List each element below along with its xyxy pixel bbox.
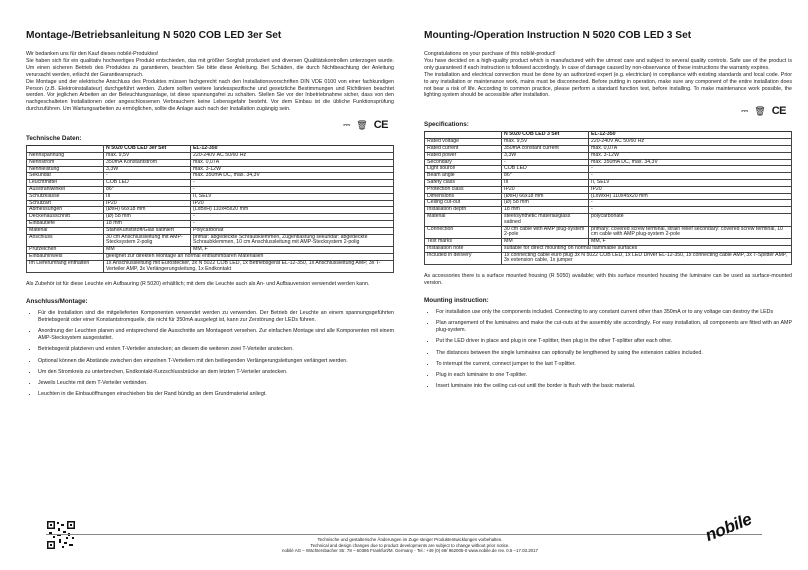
table-value-cell: (Ø) 58 mm bbox=[104, 214, 191, 221]
table-row bbox=[27, 207, 394, 214]
table-key-cell: Light source bbox=[425, 166, 502, 173]
german-column bbox=[26, 14, 394, 402]
table-key-cell: Schutzart bbox=[27, 200, 104, 207]
table-value-cell: - bbox=[589, 200, 792, 207]
table-value-cell: geeignet zur direkten Montage an normal entflammbaren Materialien bbox=[104, 253, 394, 260]
footer-divider bbox=[46, 534, 762, 535]
list-item: • Plug in each luminaire to one T-splitter. bbox=[436, 372, 792, 379]
table-value-cell: 220-240V AC 50/60 Hz bbox=[191, 152, 394, 159]
table-value-cell: 30 cm cable with AMP plug-system 2-pole bbox=[502, 226, 589, 239]
crossed-bin-icon: 🗑 bbox=[754, 106, 766, 117]
table-key-cell: Rated voltage bbox=[425, 139, 502, 146]
table-row bbox=[425, 166, 792, 173]
table-key-cell: Test marks bbox=[425, 239, 502, 246]
list-item: • The distances between the single luminaires can optionally be lengthened by using the extension cables included. bbox=[436, 350, 792, 357]
table-value-cell: 3,3W bbox=[104, 166, 191, 173]
table-header-cell: N 5020 COB LED 3 Set bbox=[502, 132, 589, 139]
table-key-cell: Anschluss bbox=[27, 234, 104, 247]
list-item: • Betriebsgerät platzieren und ersten T-Verteiler anstecken; an diesem die weiteren zwei T-Verteiler anstecken. bbox=[38, 346, 394, 353]
table-value-cell: max. 0,07A bbox=[589, 145, 792, 152]
table-header-cell: EL-12-350 bbox=[589, 132, 792, 139]
symbols-de bbox=[26, 117, 388, 133]
table-row bbox=[425, 213, 792, 226]
qr-code bbox=[46, 520, 76, 550]
accessory-note-en: As accessories there is a surface mounted housing (R 5050) available; with this surface mounted housing the luminaire can be used as surface-mounted version. bbox=[424, 273, 792, 287]
table-value-cell: steel/synthetic material/glass satined bbox=[502, 213, 589, 226]
list-item: • Leuchten in die Einbauöffnungen einschieben bis der Rand bündig an dem Grundmaterial anliegt. bbox=[38, 391, 394, 398]
crossed-bin-icon: 🗑 bbox=[356, 120, 368, 131]
table-key-cell: Leuchtmittel bbox=[27, 180, 104, 187]
plug-symbol-icon: ⎓ bbox=[741, 106, 749, 117]
table-value-cell: II, SELV bbox=[191, 193, 394, 200]
table-row bbox=[27, 260, 394, 273]
footer-line-3: nobilé AG – Wächtersbacher Str. 78 – 60386 Frankfurt/M. Germany - Tel.: +49 (0) 69/ 962005-0 www.nobile.de rev. 0.5 –17.03.2017 bbox=[282, 548, 538, 553]
table-value-cell: 1x connecting cable euro plug 3x N 5022 COB LED, 1x LED Driver EL-12-350, 1x connecting cable AMP, 3x T-Splitter AMP, 3x extension cable, 1x jumper bbox=[502, 252, 792, 265]
mounting-steps-de bbox=[26, 310, 394, 398]
table-row bbox=[425, 193, 792, 200]
table-value-cell: (ØxH) 66x18 mm bbox=[502, 193, 589, 200]
table-value-cell: 86° bbox=[104, 186, 191, 193]
table-header-cell: EL-12-350 bbox=[191, 146, 394, 153]
table-row bbox=[27, 227, 394, 234]
list-item: • Für die Installation sind die mitgelieferten Komponenten verwendet werden zu verwenden. Der Betrieb der Leuchte an einem spannungsgeführten Betriebsgerät oder einer Konstantstromquelle, die nicht für 350mA ausgelegt ist, kann zur Zerstörung der LEDs führen. bbox=[38, 310, 394, 324]
table-key-cell: Ausstrahlwinkel bbox=[27, 186, 104, 193]
table-value-cell: - bbox=[589, 207, 792, 214]
table-key-cell: Secondary bbox=[425, 159, 502, 166]
table-value-cell: COB LED bbox=[104, 180, 191, 187]
table-key-cell: Included in delivery bbox=[425, 252, 502, 265]
table-key-cell: Installation depth bbox=[425, 207, 502, 214]
symbols-en bbox=[424, 103, 786, 119]
table-value-cell: - bbox=[589, 173, 792, 180]
table-key-cell: Material bbox=[27, 227, 104, 234]
table-value-cell: - bbox=[502, 159, 589, 166]
table-key-cell: Deckenausschnitt bbox=[27, 214, 104, 221]
list-item: • Put the LED driver in place and plug in one T-splitter, then plug in the other T-splitter after each other. bbox=[436, 338, 792, 345]
table-key-cell: Sekundär bbox=[27, 173, 104, 180]
table-value-cell: IP20 bbox=[589, 186, 792, 193]
table-value-cell: III bbox=[104, 193, 191, 200]
table-value-cell: max. 0,07A bbox=[191, 159, 394, 166]
table-key-cell: Schutzklasse bbox=[27, 193, 104, 200]
list-item: • To interrupt the current, connect jumper to the last T-splitter. bbox=[436, 361, 792, 368]
intro-en-1: Congratulations on your purchase of this nobilé-product! bbox=[424, 51, 556, 57]
plug-symbol-icon: ⎓ bbox=[343, 120, 351, 131]
table-key-cell: Dimensions bbox=[425, 193, 502, 200]
list-item: • Anordnung der Leuchten planen und entsprechend die Ausschnitte am Montageort versehen. Zur einfachen Montage sind alle Komponenten mit einem AMP-Stecksystem ausgestattet. bbox=[38, 328, 394, 342]
table-key-cell: Safety class bbox=[425, 179, 502, 186]
accessory-note-de: Als Zubehör ist für diese Leuchte ein Aufbauring (R 5020) erhältlich; mit dem die Leuchte auch als An- und Aufbauversion verwendet werden kann. bbox=[26, 281, 370, 288]
table-key-cell: Einbauhinweis bbox=[27, 253, 104, 260]
table-value-cell: (LxWxH) 110x45x20 mm bbox=[589, 193, 792, 200]
table-value-cell: suitable for direct mounting on normal flammable surfaces bbox=[502, 245, 792, 252]
table-row bbox=[425, 186, 792, 193]
table-value-cell: III bbox=[502, 179, 589, 186]
spec-table-en bbox=[424, 131, 792, 265]
page-title-en: Mounting-/Operation Instruction N 5020 COB LED 3 Set bbox=[424, 30, 692, 41]
table-value-cell: Polycarbonat bbox=[191, 227, 394, 234]
footer-line-1: Technische und gestalterische Änderungen im Zuge steiger Produktentwicklungen vorbehalten. bbox=[317, 537, 503, 542]
table-row bbox=[425, 200, 792, 207]
table-key-cell: Installation note bbox=[425, 245, 502, 252]
table-key-cell: Rated current bbox=[425, 145, 502, 152]
table-row bbox=[27, 180, 394, 187]
table-key-cell: Nennspannung bbox=[27, 152, 104, 159]
table-value-cell: 220-240V AC 50/60 Hz bbox=[589, 139, 792, 146]
table-value-cell: - bbox=[191, 180, 394, 187]
table-value-cell: primär: abgedeckte Schraubklemmen, Zugentlastung sekundär: abgedeckte Schraubklemmen, 10 cm Anschlussleitung mit AMP-Stecksystem 2-polig bbox=[191, 234, 394, 247]
table-row bbox=[425, 152, 792, 159]
table-value-cell: IP20 bbox=[191, 200, 394, 207]
list-item: • For installation use only the components included. Connecting to any constant current other than 350mA or to any voltage can destroy the LEDs bbox=[436, 309, 792, 316]
table-key-cell: Nennleistung bbox=[27, 166, 104, 173]
table-value-cell: (ØxH) 66x18 mm bbox=[104, 207, 191, 214]
list-item: • Plan arrangement of the luminaires and make the cut-outs at the assembly site accordingly. For easy installation, all components are fitted with an AMP plug-system. bbox=[436, 320, 792, 334]
table-key-cell: Connection bbox=[425, 226, 502, 239]
table-value-cell: - bbox=[589, 166, 792, 173]
table-row bbox=[27, 234, 394, 247]
ce-mark: CE bbox=[373, 119, 388, 132]
intro-de-2: Sie haben sich für ein qualitativ hochwertiges Produkt entschieden, das mit größter Sorgfalt produziert und diversen Qualitätskontrollen unterzogen wurde. Um einen sicheren Betrieb des Produktes zu garantieren, beachten Sie bitte diese Anleitung. Bei Schäden, die durch Nichtbeachtung der Anleitung verursacht werden, erlischt der Garantieanspruch. bbox=[26, 57, 394, 78]
specs-heading-de: Technische Daten: bbox=[26, 135, 82, 143]
table-value-cell: MM, F bbox=[589, 239, 792, 246]
table-value-cell: - bbox=[191, 214, 394, 221]
table-value-cell: MM, F bbox=[191, 247, 394, 254]
table-key-cell: Im Lieferumfang enthalten bbox=[27, 260, 104, 273]
mounting-heading-de: Anschluss/Montage: bbox=[26, 298, 88, 306]
table-row bbox=[27, 173, 394, 180]
table-row bbox=[425, 252, 792, 265]
table-key-cell: Protection class bbox=[425, 186, 502, 193]
table-value-cell: - bbox=[191, 220, 394, 227]
english-column bbox=[424, 14, 792, 394]
mounting-heading-en: Mounting instruction: bbox=[424, 297, 489, 305]
table-value-cell: 1x Anschlussleitung mit Eurostecker, 3x N 5022 COB LED, 1x Betriebsgerät EL-12-350, 1x Anschlussleitung AMP, 3x T-Verteiler AMP, 3x Verlängerungsleitung, 1x Endkontakt bbox=[104, 260, 394, 273]
table-value-cell: 18 mm bbox=[502, 207, 589, 214]
table-row bbox=[425, 226, 792, 239]
table-value-cell: (Ø) 58 mm bbox=[502, 200, 589, 207]
table-value-cell: polycarbonate bbox=[589, 213, 792, 226]
table-value-cell: - bbox=[104, 173, 191, 180]
table-value-cell: 350mA constant current bbox=[502, 145, 589, 152]
table-key-cell: Prüfzeichen bbox=[27, 247, 104, 254]
table-value-cell: max. 9,5V bbox=[104, 152, 191, 159]
table-value-cell: MM bbox=[502, 239, 589, 246]
page-title-de: Montage-/Betriebsanleitung N 5020 COB LED 3er Set bbox=[26, 30, 282, 41]
table-key-cell: Nennstrom bbox=[27, 159, 104, 166]
list-item: • Insert luminaire into the ceiling cut-out until the border is flush with the basic material. bbox=[436, 383, 792, 390]
table-row bbox=[27, 214, 394, 221]
intro-en-3: The installation and electrical connection must be done by an authorized expert (e.g. electrician) in compliance with existing standards and local code. Prior to any installation or maintenance work, mains must be disconnected. Before putting in operation, make sure any component of the entire installation does not bear a risk of life. According to common practice, please perform a standard function test, before installing. To make maintenance work possible, the lighting system should be accessible after installation. bbox=[424, 71, 792, 99]
table-value-cell: max. 9,5V bbox=[502, 139, 589, 146]
table-value-cell: IP20 bbox=[502, 186, 589, 193]
table-header-cell: N 5020 COB LED 3er Set bbox=[104, 146, 191, 153]
table-value-cell: - bbox=[191, 186, 394, 193]
table-key-cell: Abmessungen bbox=[27, 207, 104, 214]
ce-mark: CE bbox=[771, 105, 786, 118]
table-key-cell: Ceiling cut-out bbox=[425, 200, 502, 207]
specs-heading-en: Specifications: bbox=[424, 121, 469, 129]
table-value-cell: 30 cm Anschlussleitung mit AMP-Stecksystem 2-polig bbox=[104, 234, 191, 247]
table-row bbox=[425, 179, 792, 186]
table-value-cell: MM bbox=[104, 247, 191, 254]
table-key-cell: Einbautiefe bbox=[27, 220, 104, 227]
table-value-cell: max. 3-12W bbox=[589, 152, 792, 159]
table-row bbox=[425, 159, 792, 166]
table-value-cell: II, SELV bbox=[589, 179, 792, 186]
table-value-cell: max. 350mA DC, max. 34,3V bbox=[191, 173, 394, 180]
table-value-cell: IP20 bbox=[104, 200, 191, 207]
table-value-cell: max. 3-12W bbox=[191, 166, 394, 173]
table-key-cell: Rated power bbox=[425, 152, 502, 159]
spec-table-de bbox=[26, 145, 394, 273]
table-key-cell: Beam angle bbox=[425, 173, 502, 180]
list-item: • Optional können die Abstände zwischen den einzelnen T-Verteilern mit den beiliegenden Verlängerungsleitungen verlängert werden. bbox=[38, 358, 394, 365]
footer-line-2: Technical and design changes due to product developments are subject to change without prior notice. bbox=[310, 542, 510, 548]
table-value-cell: Stahl/Kunststoff/Glas satiniert bbox=[104, 227, 191, 234]
table-value-cell: 3,3W bbox=[502, 152, 589, 159]
mounting-steps-en bbox=[424, 309, 792, 390]
table-value-cell: COB LED bbox=[502, 166, 589, 173]
footer-text bbox=[150, 537, 670, 554]
table-row bbox=[27, 193, 394, 200]
list-item: • Jeweils Leuchte mit dem T-Verteiler verbinden. bbox=[38, 380, 394, 387]
table-value-cell: primary: covered screw terminal, strain relief secondary: covered screw terminal, 10 cm cable with AMP plug-system 2-pole bbox=[589, 226, 792, 239]
table-value-cell: 18 mm bbox=[104, 220, 191, 227]
intro-en-2: You have decided on a high-quality product which is manufactured with the utmost care and subject to several quality controls. Safe use of the product is only guaranteed if each instruction is followed accordingly. In case of damage caused by non-observance of these instructions the warranty expires. bbox=[424, 57, 792, 71]
table-value-cell: max. 350mA DC, max. 34,3V bbox=[589, 159, 792, 166]
intro-de-3: Die Montage und der elektrische Anschluss des Produktes müssen fachgerecht nach den Installationsvorschriften DIN VDE 0100 von einer fachkundigen Person (z.B. Elektroinstallateur) durchgeführt werden. Zudem sollten weitere landesspezifische und gesetzliche Bestimmungen und Richtlinien beachtet werden. Vor jeglichen Arbeiten an der Beleuchtungsanlage, ist diese spannungsfrei zu schalten. Stellen Sie vor der Inbetriebnahme sicher, dass von den nachgeschalteten Installationen oder angeschlossenen Verbrauchern keine Lebensgefahr besteht. Vor dem Einbau ist die übliche Funktionsprüfung durchzuführen. Um Wartungsarbeiten zu ermöglichen, sollte die Anlage auch nach der Installation zugängig sein. bbox=[26, 78, 394, 113]
table-value-cell: 86° bbox=[502, 173, 589, 180]
table-value-cell: 350mA Konstantstrom bbox=[104, 159, 191, 166]
list-item: • Um den Stromkreis zu unterbrechen, Endkontakt-Kurzschlussbrücke an dem letzten T-Verteiler anstecken. bbox=[38, 369, 394, 376]
table-key-cell: Material bbox=[425, 213, 502, 226]
nobile-logo: nobile bbox=[702, 509, 755, 546]
table-value-cell: (LxBxH) 110x45x20 mm bbox=[191, 207, 394, 214]
intro-de-1: Wir bedanken uns für den Kauf dieses nobilé-Produktes! bbox=[26, 51, 159, 57]
